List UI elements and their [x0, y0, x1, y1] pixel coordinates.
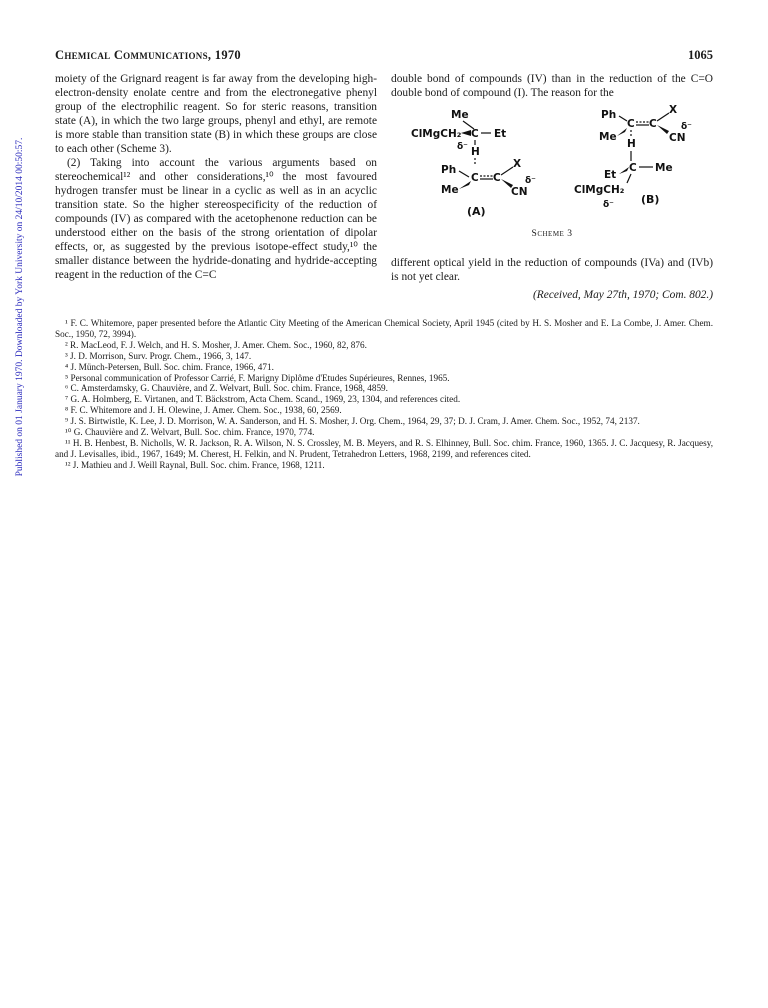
- paragraph: different optical yield in the reduction of compounds (IVa) and (IVb) is not yet clear.: [391, 257, 713, 283]
- b-ph: Ph: [601, 109, 617, 121]
- a-delta2: δ⁻: [525, 176, 536, 186]
- a-me-bot: Me: [441, 184, 459, 196]
- journal-title: Chemical Communications, 1970: [55, 48, 241, 62]
- reference-item: ⁴ J. Münch-Petersen, Bull. Soc. chim. France, 1966, 471.: [65, 361, 274, 372]
- reference-item: ⁷ G. A. Holmberg, E. Virtanen, and T. Bäckstrom, Acta Chem. Scand., 1969, 23, 1304, and references cited.: [65, 394, 461, 405]
- reference-item: ⁹ J. S. Birtwistle, K. Lee, J. D. Morrison, W. A. Sanderson, and H. S. Mosher, J. Org. Chem., 1964, 29, 37; D. J. Cram, J. Amer. Chem. Soc., 1952, 74, 2137.: [65, 416, 640, 427]
- reference-item: ¹¹ H. B. Henbest, B. Nicholls, W. R. Jackson, R. A. Wilson, N. S. Crossley, M. B. Meyers, and R. S. Elhinney, Bull. Soc. chim. France, 1960, 1365. J. C. Jacquesy, R. Jacquesy, and J. Levisalles, ibid., 1967, 1649; M. Cherest, H. Felkin, and N. Prudent, Tetrahedron Letters, 1968, 2199, and references cited.: [55, 437, 713, 459]
- b-mg: ClMgCH₂: [574, 184, 625, 196]
- b-me-top: Me: [599, 131, 617, 143]
- a-h: H: [471, 146, 480, 158]
- a-c: C: [471, 128, 479, 140]
- transition-state-a: [411, 109, 536, 218]
- reference-item: ³ J. D. Morrison, Surv. Progr. Chem., 1966, 3, 147.: [65, 350, 252, 361]
- references-list: [55, 318, 713, 471]
- b-me-right: Me: [655, 162, 673, 174]
- a-ph: Ph: [441, 164, 457, 176]
- left-column: [55, 72, 377, 282]
- received-note: (Received, May 27th, 1970; Com. 802.): [533, 289, 713, 301]
- paragraph: (2) Taking into account the various arguments based on stereochemical¹² and other considerations,¹⁰ the most favoured hydrogen transfer must be linear in a cyclic as well as in an acyclic transition state. So the higher stereospecificity of the reduction of compounds (IV) as compared with the acetophenone reduction can be understood either on the basis of the strong orientation of dipolar effects, or, as suggested by the previous isotope-effect study,¹⁰ the smaller distance between the hydride-donating and hydride-accepting reagent in the reduction of the C=C: [55, 157, 377, 281]
- download-watermark: Published on 01 January 1970. Downloaded by York University on 24/10/2014 00:50:57.: [15, 137, 25, 477]
- a-label: (A): [467, 205, 486, 218]
- running-header: [55, 48, 713, 64]
- b-label: (B): [641, 193, 660, 206]
- a-delta1: δ⁻: [457, 142, 468, 152]
- b-et: Et: [604, 169, 617, 181]
- b-x: X: [669, 104, 678, 116]
- b-c: C: [629, 162, 637, 174]
- a-x: X: [513, 158, 522, 170]
- a-cn: CN: [511, 186, 528, 198]
- reference-item: ⁸ F. C. Whitemore and J. H. Olewine, J. Amer. Chem. Soc., 1938, 60, 2569.: [65, 405, 342, 416]
- scheme-3-structures: [391, 103, 713, 227]
- paragraph: double bond of compounds (IV) than in the reduction of the C=O double bond of compound (I). The reason for the: [391, 73, 713, 99]
- paragraph: moiety of the Grignard reagent is far away from the developing high-electron-density enolate centre and from the electronegative phenyl group of the electrophilic reagent. So for steric reasons, transition state (A), in which the two large groups, phenyl and ethyl, are remote is more stable than transition state (B) in which these groups are close to each other (Scheme 3).: [55, 73, 377, 155]
- scheme-caption: Scheme 3: [531, 229, 573, 239]
- reference-item: ⁵ Personal communication of Professor Carrié, F. Marigny Diplôme d'Etudes Supérieures, Rennes, 1965.: [65, 372, 450, 383]
- reference-item: ¹² J. Mathieu and J. Weill Raynal, Bull. Soc. chim. France, 1968, 1211.: [65, 459, 325, 470]
- b-c2: C: [649, 118, 657, 130]
- a-me-top: Me: [451, 109, 469, 121]
- reference-item: ¹⁰ G. Chauvière and Z. Welvart, Bull. Soc. chim. France, 1970, 774.: [65, 427, 315, 438]
- scheme-3: [391, 103, 713, 253]
- right-column-bottom: [391, 256, 713, 302]
- a-mg: ClMgCH₂: [411, 128, 462, 140]
- a-c1: C: [471, 172, 479, 184]
- a-c2: C: [493, 172, 501, 184]
- b-h: H: [627, 138, 636, 150]
- b-c1: C: [627, 118, 635, 130]
- b-delta2: δ⁻: [603, 200, 614, 210]
- transition-state-b: [574, 104, 692, 210]
- b-cn: CN: [669, 132, 686, 144]
- a-et: Et: [494, 128, 507, 140]
- b-delta1: δ⁻: [681, 122, 692, 132]
- reference-item: ⁶ C. Amsterdamsky, G. Chauvière, and Z. Welvart, Bull. Soc. chim. France, 1968, 4859.: [65, 383, 388, 394]
- reference-item: ¹ F. C. Whitemore, paper presented before the Atlantic City Meeting of the American Chemical Society, April 1945 (cited by H. S. Mosher and E. La Combe, J. Amer. Chem. Soc., 1950, 72, 3994).: [55, 318, 713, 339]
- right-column-top: [391, 72, 713, 100]
- reference-item: ² R. MacLeod, F. J. Welch, and H. S. Mosher, J. Amer. Chem. Soc., 1960, 82, 876.: [65, 339, 367, 350]
- page-number: 1065: [688, 48, 713, 62]
